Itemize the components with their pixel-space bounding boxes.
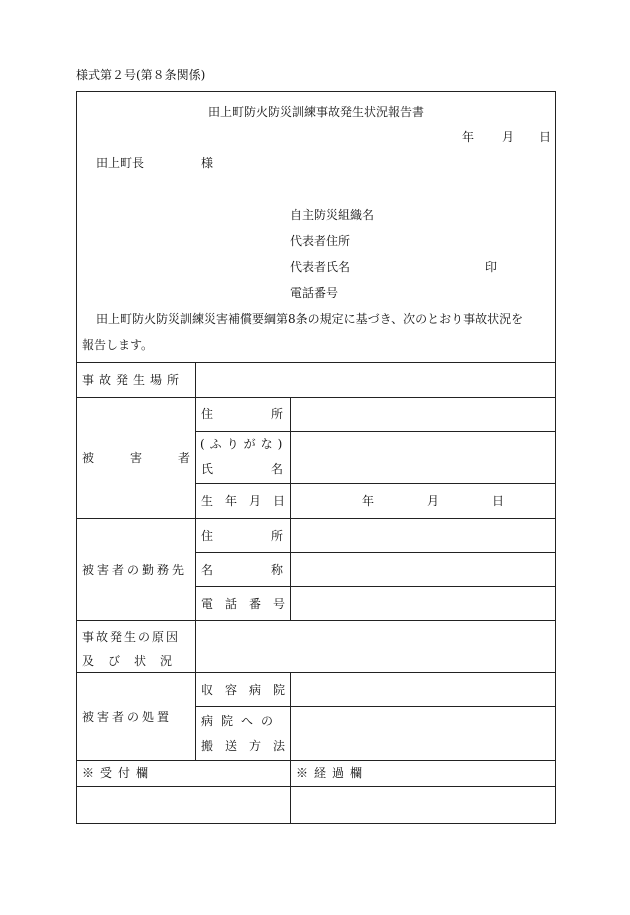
rule-after-workplace: [76, 620, 556, 621]
addressee-honorific: 様: [201, 156, 214, 170]
accident-place-text: 事故発生場所: [82, 373, 185, 387]
treatment-label: 被害者の処置: [82, 710, 173, 724]
reporter-address-label: 代表者住所: [290, 234, 351, 248]
reporter-name-label: 代表者氏名: [290, 260, 351, 274]
reporter-phone-label: 電話番号: [290, 286, 339, 300]
workplace-phone-field[interactable]: [292, 588, 554, 619]
rule-treatment-1: [195, 706, 556, 707]
workplace-address-label-2: 所: [271, 529, 284, 543]
birth-day-unit: 日: [492, 494, 505, 508]
table-top-rule: [76, 362, 556, 363]
workplace-address-label-1: 住: [201, 529, 214, 543]
birth-month-unit: 月: [427, 494, 440, 508]
workplace-address-field[interactable]: [292, 520, 554, 551]
statement-line-2: 報告します。: [82, 338, 154, 352]
date-year: 年: [462, 130, 475, 144]
rule-after-accident-place: [76, 397, 556, 398]
date-month: 月: [502, 130, 515, 144]
reception-label: ※受付欄: [82, 766, 155, 780]
victim-address-label-1: 住: [201, 407, 214, 421]
victim-name-field[interactable]: [292, 433, 554, 482]
cause-label-line-2: 及び状況: [82, 654, 187, 668]
hospital-field[interactable]: [292, 674, 554, 705]
addressee-name: 田上町長: [96, 156, 145, 170]
workplace-phone-label: 電話番号: [201, 597, 298, 611]
transport-label-line-1: 病院への: [201, 714, 282, 728]
rule-victim-1: [195, 431, 556, 432]
statement-line-1: 田上町防火防災訓練災害補償要綱第8条の規定に基づき、次のとおり事故状況を: [96, 312, 524, 326]
workplace-label: 被害者の勤務先: [82, 563, 188, 577]
workplace-name-label-1: 名: [201, 563, 214, 577]
seal-mark: 印: [485, 260, 498, 274]
victim-furigana-label: (ふりがな): [200, 437, 288, 451]
accident-place-field[interactable]: [197, 364, 554, 395]
rule-workplace-1: [195, 552, 556, 553]
hospital-label: 収容病院: [201, 683, 298, 697]
workplace-name-label-2: 称: [271, 563, 284, 577]
date-day: 日: [539, 130, 552, 144]
victim-name-label-2: 名: [271, 462, 284, 476]
reception-field[interactable]: [78, 788, 289, 822]
accident-place-label: [82, 374, 187, 386]
victim-label: 被害者: [82, 451, 227, 465]
rule-workplace-2: [195, 586, 556, 587]
reporter-org-label: 自主防災組織名: [290, 208, 375, 222]
form-number: 様式第２号(第８条関係): [76, 68, 206, 82]
victim-name-label-1: 氏: [201, 462, 214, 476]
progress-label: ※経過欄: [296, 766, 369, 780]
transport-label-line-2: 搬送方法: [201, 739, 298, 753]
cause-field[interactable]: [197, 622, 554, 671]
cause-label-line-1: 事故発生の原因: [82, 630, 181, 644]
victim-address-field[interactable]: [292, 399, 554, 430]
victim-birthdate-label: 生年月日: [201, 494, 298, 508]
rule-after-cause: [76, 672, 556, 673]
rule-after-victim: [76, 518, 556, 519]
birth-year-unit: 年: [362, 494, 375, 508]
rule-after-treatment: [76, 760, 556, 761]
transport-method-field[interactable]: [292, 708, 554, 759]
rule-footer-divider: [290, 760, 291, 824]
workplace-name-field[interactable]: [292, 554, 554, 585]
rule-victim-2: [195, 483, 556, 484]
victim-address-label-2: 所: [271, 407, 284, 421]
form-title: 田上町防火防災訓練事故発生状況報告書: [207, 105, 424, 119]
rule-label-column: [195, 362, 196, 760]
rule-after-footer-labels: [76, 786, 556, 787]
progress-field[interactable]: [292, 788, 554, 822]
